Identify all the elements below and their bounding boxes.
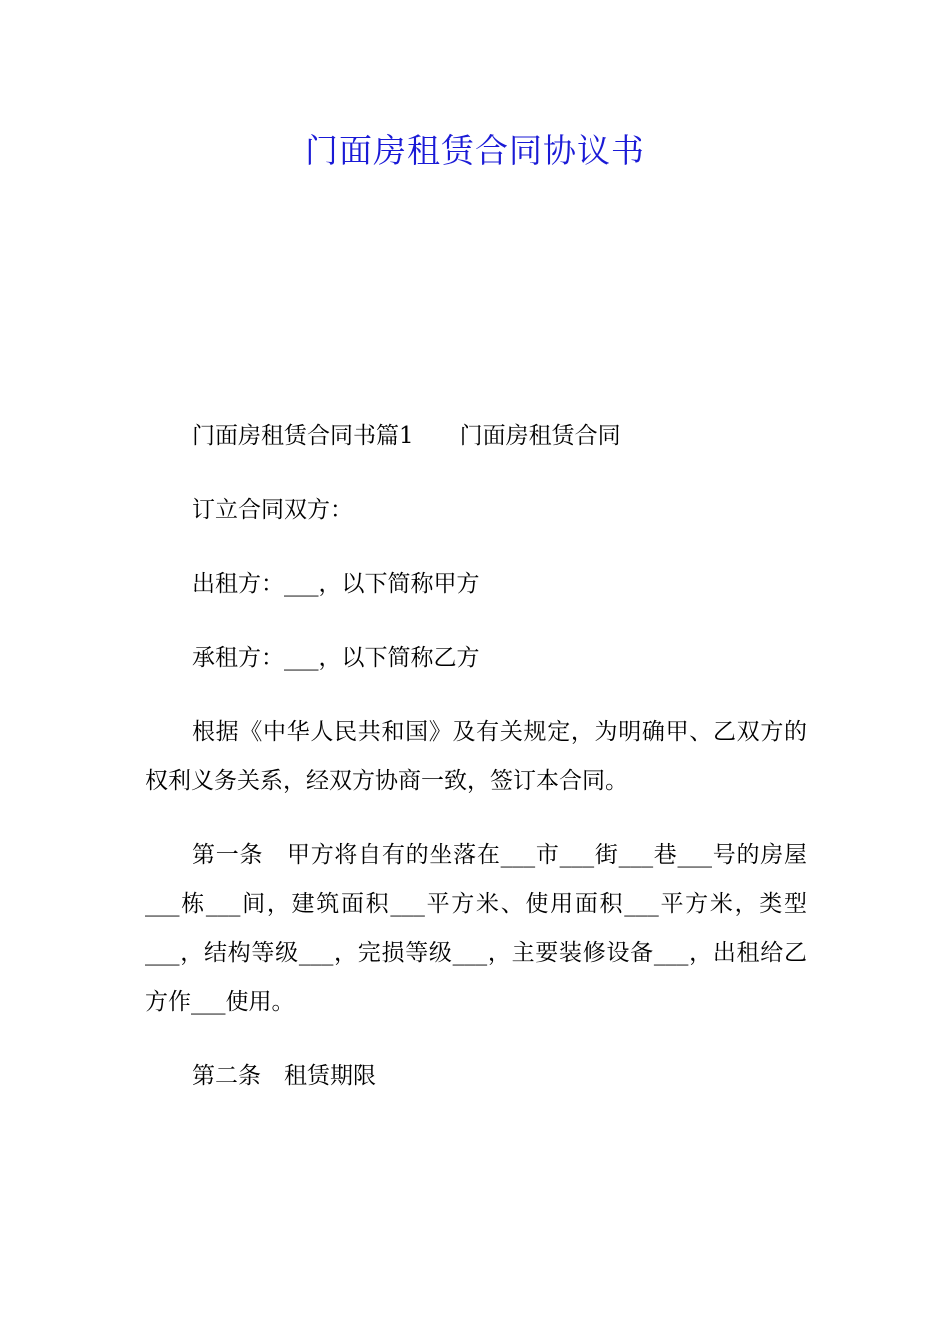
paragraph-parties: 订立合同双方： <box>192 497 353 523</box>
paragraph-basis: 根据《中华人民共和国》及有关规定，为明确甲、乙双方的权利义务关系，经双方协商一致，签订本合同。 <box>145 719 807 794</box>
paragraph-lessee: 承租方：___，以下简称乙方 <box>192 645 480 671</box>
document-title: 门面房租赁合同协议书 <box>305 131 645 170</box>
paragraph-lessor: 出租方：___，以下简称甲方 <box>192 571 480 597</box>
document-body <box>145 412 807 1101</box>
paragraph-heading: 门面房租赁合同书篇1 门面房租赁合同 <box>192 423 621 449</box>
paragraph-article-2: 第二条 租赁期限 <box>192 1063 376 1089</box>
paragraph-article-1: 第一条 甲方将自有的坐落在___市___街___巷___号的房屋___栋___间，建筑面积___平方米、使用面积___平方米，类型___，结构等级___，完损等级___，主要装修设备___，出租给乙方作___使用。 <box>145 842 808 1015</box>
